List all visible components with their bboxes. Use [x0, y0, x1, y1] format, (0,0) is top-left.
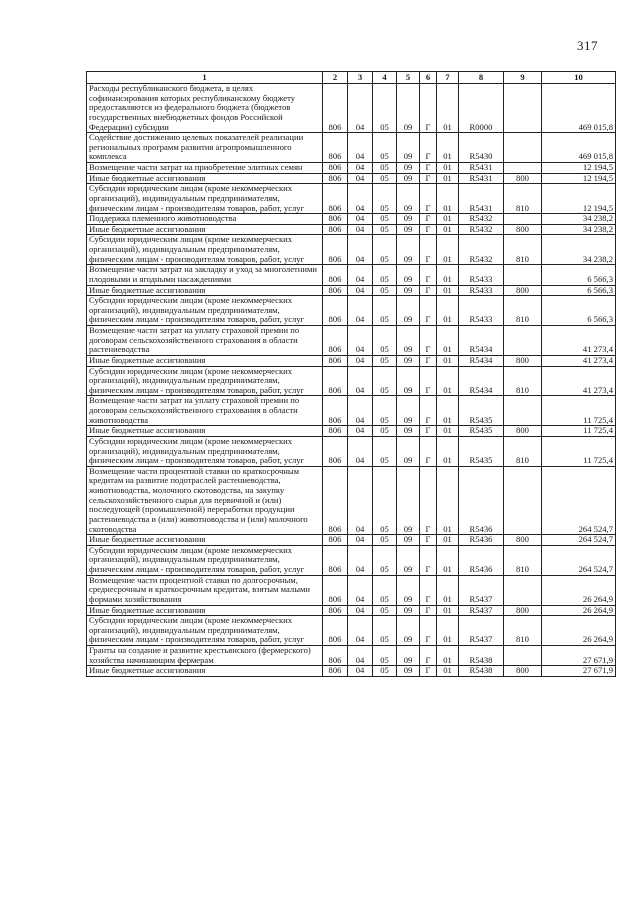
row-name-cell: Субсидии юридическим лицам (кроме некоммерческих организаций), индивидуальным предпринимателям, физическим лицам - производителям товаров, работ, услуг — [87, 296, 323, 326]
row-name-cell: Гранты на создание и развитие крестьянского (фермерского) хозяйства начинающим фермерам — [87, 646, 323, 666]
section-cell: 04 — [348, 396, 373, 426]
activity-cell: 01 — [437, 605, 459, 616]
ministry-code-cell: 806 — [323, 616, 348, 646]
table-row — [87, 355, 616, 366]
expense-type-cell: 810 — [504, 545, 542, 575]
table-row — [87, 224, 616, 235]
amount-cell: 34 238,2 — [542, 235, 616, 265]
subsection-cell: 05 — [373, 426, 397, 437]
expense-type-cell — [504, 466, 542, 534]
amount-cell: 34 238,2 — [542, 214, 616, 225]
section-cell: 04 — [348, 616, 373, 646]
table-row — [87, 545, 616, 575]
activity-cell: 01 — [437, 224, 459, 235]
activity-cell: 01 — [437, 355, 459, 366]
ministry-code-cell: 806 — [323, 396, 348, 426]
row-name-cell: Возмещение части процентной ставки по долгосрочным, среднесрочным и краткосрочным кредитам, взятым малыми формами хозяйствования — [87, 575, 323, 605]
section-cell: 04 — [348, 285, 373, 296]
expense-type-cell: 800 — [504, 535, 542, 546]
activity-cell: 01 — [437, 84, 459, 133]
section-cell: 04 — [348, 466, 373, 534]
target-code-cell: R5436 — [459, 545, 504, 575]
table-row — [87, 326, 616, 356]
header-cell: 1 — [87, 72, 323, 84]
subprogram-cell: Г — [420, 616, 437, 646]
expense-type-cell: 800 — [504, 173, 542, 184]
subprogram-cell: Г — [420, 296, 437, 326]
subprogram-cell: Г — [420, 235, 437, 265]
table-row — [87, 163, 616, 174]
row-name-cell: Расходы республиканского бюджета, в целях софинансирования которых республиканскому бюджету предоставляются из федерального бюджета (бюджетов государственных внебюджетных фондов Российской Федерации) субсидии — [87, 84, 323, 133]
program-cell: 09 — [397, 326, 420, 356]
subsection-cell: 05 — [373, 466, 397, 534]
subprogram-cell: Г — [420, 466, 437, 534]
row-name-cell: Субсидии юридическим лицам (кроме некоммерческих организаций), индивидуальным предпринимателям, физическим лицам - производителям товаров, работ, услуг — [87, 235, 323, 265]
ministry-code-cell: 806 — [323, 355, 348, 366]
program-cell: 09 — [397, 545, 420, 575]
section-cell: 04 — [348, 545, 373, 575]
program-cell: 09 — [397, 616, 420, 646]
budget-table — [86, 71, 616, 677]
header-cell: 4 — [373, 72, 397, 84]
subsection-cell: 05 — [373, 646, 397, 666]
program-cell: 09 — [397, 214, 420, 225]
program-cell: 09 — [397, 666, 420, 677]
subsection-cell: 05 — [373, 535, 397, 546]
amount-cell: 11 725,4 — [542, 396, 616, 426]
activity-cell: 01 — [437, 326, 459, 356]
target-code-cell: R5438 — [459, 666, 504, 677]
expense-type-cell: 800 — [504, 426, 542, 437]
program-cell: 09 — [397, 235, 420, 265]
row-name-cell: Поддержка племенного животноводства — [87, 214, 323, 225]
subsection-cell: 05 — [373, 296, 397, 326]
subprogram-cell: Г — [420, 396, 437, 426]
table-row — [87, 184, 616, 214]
ministry-code-cell: 806 — [323, 436, 348, 466]
subprogram-cell: Г — [420, 214, 437, 225]
expense-type-cell — [504, 214, 542, 225]
table-row — [87, 616, 616, 646]
amount-cell: 6 566,3 — [542, 265, 616, 285]
amount-cell: 469 015,8 — [542, 133, 616, 163]
subsection-cell: 05 — [373, 163, 397, 174]
activity-cell: 01 — [437, 265, 459, 285]
amount-cell: 26 264,9 — [542, 575, 616, 605]
target-code-cell: R5434 — [459, 326, 504, 356]
section-cell: 04 — [348, 535, 373, 546]
activity-cell: 01 — [437, 285, 459, 296]
activity-cell: 01 — [437, 436, 459, 466]
header-cell: 7 — [437, 72, 459, 84]
subprogram-cell: Г — [420, 173, 437, 184]
page-number: 317 — [577, 38, 598, 53]
amount-cell: 12 194,5 — [542, 184, 616, 214]
header-cell: 3 — [348, 72, 373, 84]
ministry-code-cell: 806 — [323, 666, 348, 677]
subprogram-cell: Г — [420, 224, 437, 235]
table-row — [87, 84, 616, 133]
subprogram-cell: Г — [420, 326, 437, 356]
amount-cell: 34 238,2 — [542, 224, 616, 235]
expense-type-cell: 810 — [504, 616, 542, 646]
ministry-code-cell: 806 — [323, 326, 348, 356]
program-cell: 09 — [397, 224, 420, 235]
program-cell: 09 — [397, 265, 420, 285]
table-row — [87, 396, 616, 426]
subprogram-cell: Г — [420, 355, 437, 366]
row-name-cell: Возмещение части затрат на приобретение элитных семян — [87, 163, 323, 174]
subsection-cell: 05 — [373, 326, 397, 356]
activity-cell: 01 — [437, 545, 459, 575]
activity-cell: 01 — [437, 235, 459, 265]
section-cell: 04 — [348, 235, 373, 265]
target-code-cell: R5438 — [459, 646, 504, 666]
amount-cell: 11 725,4 — [542, 436, 616, 466]
section-cell: 04 — [348, 84, 373, 133]
activity-cell: 01 — [437, 646, 459, 666]
expense-type-cell — [504, 265, 542, 285]
activity-cell: 01 — [437, 616, 459, 646]
target-code-cell: R5435 — [459, 436, 504, 466]
program-cell: 09 — [397, 84, 420, 133]
section-cell: 04 — [348, 163, 373, 174]
program-cell: 09 — [397, 466, 420, 534]
activity-cell: 01 — [437, 214, 459, 225]
section-cell: 04 — [348, 224, 373, 235]
program-cell: 09 — [397, 396, 420, 426]
table-row — [87, 214, 616, 225]
subsection-cell: 05 — [373, 605, 397, 616]
subsection-cell: 05 — [373, 214, 397, 225]
target-code-cell: R5432 — [459, 214, 504, 225]
ministry-code-cell: 806 — [323, 265, 348, 285]
subsection-cell: 05 — [373, 396, 397, 426]
subprogram-cell: Г — [420, 535, 437, 546]
expense-type-cell — [504, 646, 542, 666]
table-row — [87, 285, 616, 296]
activity-cell: 01 — [437, 396, 459, 426]
section-cell: 04 — [348, 265, 373, 285]
ministry-code-cell: 806 — [323, 184, 348, 214]
section-cell: 04 — [348, 326, 373, 356]
section-cell: 04 — [348, 575, 373, 605]
table-row — [87, 173, 616, 184]
expense-type-cell — [504, 396, 542, 426]
expense-type-cell: 800 — [504, 285, 542, 296]
subprogram-cell: Г — [420, 84, 437, 133]
table-row — [87, 646, 616, 666]
expense-type-cell — [504, 575, 542, 605]
row-name-cell: Субсидии юридическим лицам (кроме некоммерческих организаций), индивидуальным предпринимателям, физическим лицам - производителям товаров, работ, услуг — [87, 436, 323, 466]
subprogram-cell: Г — [420, 545, 437, 575]
ministry-code-cell: 806 — [323, 605, 348, 616]
program-cell: 09 — [397, 535, 420, 546]
row-name-cell: Возмещение части процентной ставки по краткосрочным кредитам на развитие подотраслей растениеводства, животноводства, молочного скотоводства, на закупку сельскохозяйственного сырья для первичной и (или) последующей (промышленной) переработки продукции растениеводства и (или) животноводства и (или) молочного скотоводства — [87, 466, 323, 534]
activity-cell: 01 — [437, 426, 459, 437]
target-code-cell: R5433 — [459, 285, 504, 296]
target-code-cell: R5430 — [459, 133, 504, 163]
row-name-cell: Субсидии юридическим лицам (кроме некоммерческих организаций), индивидуальным предпринимателям, физическим лицам - производителям товаров, работ, услуг — [87, 545, 323, 575]
subsection-cell: 05 — [373, 224, 397, 235]
section-cell: 04 — [348, 296, 373, 326]
header-cell: 8 — [459, 72, 504, 84]
amount-cell: 27 671,9 — [542, 646, 616, 666]
table-row — [87, 666, 616, 677]
expense-type-cell — [504, 84, 542, 133]
target-code-cell: R5437 — [459, 616, 504, 646]
expense-type-cell: 810 — [504, 235, 542, 265]
activity-cell: 01 — [437, 133, 459, 163]
program-cell: 09 — [397, 163, 420, 174]
subsection-cell: 05 — [373, 133, 397, 163]
ministry-code-cell: 806 — [323, 224, 348, 235]
subsection-cell: 05 — [373, 355, 397, 366]
subprogram-cell: Г — [420, 575, 437, 605]
expense-type-cell — [504, 163, 542, 174]
row-name-cell: Возмещение части затрат на уплату страховой премии по договорам сельскохозяйственного страхования в области животноводства — [87, 396, 323, 426]
subprogram-cell: Г — [420, 366, 437, 396]
table-header-row — [87, 72, 616, 84]
table-row — [87, 535, 616, 546]
section-cell: 04 — [348, 426, 373, 437]
amount-cell: 264 524,7 — [542, 535, 616, 546]
section-cell: 04 — [348, 355, 373, 366]
section-cell: 04 — [348, 366, 373, 396]
subprogram-cell: Г — [420, 133, 437, 163]
program-cell: 09 — [397, 646, 420, 666]
expense-type-cell: 800 — [504, 666, 542, 677]
expense-type-cell — [504, 133, 542, 163]
expense-type-cell: 810 — [504, 296, 542, 326]
program-cell: 09 — [397, 355, 420, 366]
subsection-cell: 05 — [373, 265, 397, 285]
section-cell: 04 — [348, 173, 373, 184]
expense-type-cell: 810 — [504, 184, 542, 214]
ministry-code-cell: 806 — [323, 285, 348, 296]
target-code-cell: R0000 — [459, 84, 504, 133]
table-row — [87, 436, 616, 466]
subsection-cell: 05 — [373, 616, 397, 646]
activity-cell: 01 — [437, 296, 459, 326]
target-code-cell: R5431 — [459, 173, 504, 184]
subsection-cell: 05 — [373, 666, 397, 677]
activity-cell: 01 — [437, 163, 459, 174]
target-code-cell: R5436 — [459, 535, 504, 546]
activity-cell: 01 — [437, 535, 459, 546]
amount-cell: 27 671,9 — [542, 666, 616, 677]
activity-cell: 01 — [437, 184, 459, 214]
header-cell: 2 — [323, 72, 348, 84]
program-cell: 09 — [397, 173, 420, 184]
expense-type-cell: 800 — [504, 224, 542, 235]
amount-cell: 26 264,9 — [542, 605, 616, 616]
section-cell: 04 — [348, 133, 373, 163]
row-name-cell: Субсидии юридическим лицам (кроме некоммерческих организаций), индивидуальным предпринимателям, физическим лицам - производителям товаров, работ, услуг — [87, 184, 323, 214]
expense-type-cell: 800 — [504, 605, 542, 616]
row-name-cell: Субсидии юридическим лицам (кроме некоммерческих организаций), индивидуальным предпринимателям, физическим лицам - производителям товаров, работ, услуг — [87, 366, 323, 396]
table-row — [87, 265, 616, 285]
section-cell: 04 — [348, 646, 373, 666]
subprogram-cell: Г — [420, 265, 437, 285]
table-row — [87, 466, 616, 534]
subprogram-cell: Г — [420, 285, 437, 296]
ministry-code-cell: 806 — [323, 84, 348, 133]
row-name-cell: Содействие достижению целевых показателей реализации региональных программ развития агропромышленного комплекса — [87, 133, 323, 163]
ministry-code-cell: 806 — [323, 214, 348, 225]
subsection-cell: 05 — [373, 285, 397, 296]
ministry-code-cell: 806 — [323, 535, 348, 546]
expense-type-cell: 810 — [504, 436, 542, 466]
expense-type-cell: 810 — [504, 366, 542, 396]
row-name-cell: Возмещение части затрат на закладку и уход за многолетними плодовыми и ягодными насаждениями — [87, 265, 323, 285]
amount-cell: 12 194,5 — [542, 163, 616, 174]
table-row — [87, 605, 616, 616]
target-code-cell: R5431 — [459, 184, 504, 214]
amount-cell: 6 566,3 — [542, 285, 616, 296]
subsection-cell: 05 — [373, 436, 397, 466]
target-code-cell: R5431 — [459, 163, 504, 174]
program-cell: 09 — [397, 184, 420, 214]
activity-cell: 01 — [437, 466, 459, 534]
target-code-cell: R5432 — [459, 224, 504, 235]
row-name-cell: Иные бюджетные ассигнования — [87, 426, 323, 437]
target-code-cell: R5434 — [459, 366, 504, 396]
program-cell: 09 — [397, 366, 420, 396]
ministry-code-cell: 806 — [323, 163, 348, 174]
amount-cell: 41 273,4 — [542, 326, 616, 356]
activity-cell: 01 — [437, 666, 459, 677]
subprogram-cell: Г — [420, 426, 437, 437]
header-cell: 10 — [542, 72, 616, 84]
ministry-code-cell: 806 — [323, 426, 348, 437]
subsection-cell: 05 — [373, 173, 397, 184]
amount-cell: 469 015,8 — [542, 84, 616, 133]
table-row — [87, 133, 616, 163]
subsection-cell: 05 — [373, 84, 397, 133]
program-cell: 09 — [397, 605, 420, 616]
activity-cell: 01 — [437, 575, 459, 605]
row-name-cell: Иные бюджетные ассигнования — [87, 285, 323, 296]
section-cell: 04 — [348, 436, 373, 466]
section-cell: 04 — [348, 605, 373, 616]
program-cell: 09 — [397, 133, 420, 163]
section-cell: 04 — [348, 666, 373, 677]
subprogram-cell: Г — [420, 646, 437, 666]
target-code-cell: R5437 — [459, 605, 504, 616]
ministry-code-cell: 806 — [323, 646, 348, 666]
target-code-cell: R5435 — [459, 426, 504, 437]
activity-cell: 01 — [437, 173, 459, 184]
program-cell: 09 — [397, 436, 420, 466]
program-cell: 09 — [397, 426, 420, 437]
target-code-cell: R5433 — [459, 265, 504, 285]
amount-cell: 12 194,5 — [542, 173, 616, 184]
amount-cell: 264 524,7 — [542, 466, 616, 534]
row-name-cell: Иные бюджетные ассигнования — [87, 535, 323, 546]
row-name-cell: Субсидии юридическим лицам (кроме некоммерческих организаций), индивидуальным предпринимателям, физическим лицам - производителям товаров, работ, услуг — [87, 616, 323, 646]
target-code-cell: R5435 — [459, 396, 504, 426]
section-cell: 04 — [348, 184, 373, 214]
header-cell: 9 — [504, 72, 542, 84]
program-cell: 09 — [397, 575, 420, 605]
ministry-code-cell: 806 — [323, 575, 348, 605]
ministry-code-cell: 806 — [323, 173, 348, 184]
amount-cell: 264 524,7 — [542, 545, 616, 575]
header-cell: 6 — [420, 72, 437, 84]
target-code-cell: R5433 — [459, 296, 504, 326]
program-cell: 09 — [397, 296, 420, 326]
amount-cell: 6 566,3 — [542, 296, 616, 326]
section-cell: 04 — [348, 214, 373, 225]
row-name-cell: Иные бюджетные ассигнования — [87, 224, 323, 235]
amount-cell: 11 725,4 — [542, 426, 616, 437]
program-cell: 09 — [397, 285, 420, 296]
row-name-cell: Возмещение части затрат на уплату страховой премии по договорам сельскохозяйственного страхования в области растениеводства — [87, 326, 323, 356]
activity-cell: 01 — [437, 366, 459, 396]
subsection-cell: 05 — [373, 575, 397, 605]
row-name-cell: Иные бюджетные ассигнования — [87, 605, 323, 616]
table-row — [87, 235, 616, 265]
row-name-cell: Иные бюджетные ассигнования — [87, 173, 323, 184]
subprogram-cell: Г — [420, 666, 437, 677]
expense-type-cell: 800 — [504, 355, 542, 366]
ministry-code-cell: 806 — [323, 235, 348, 265]
expense-type-cell — [504, 326, 542, 356]
ministry-code-cell: 806 — [323, 545, 348, 575]
subsection-cell: 05 — [373, 235, 397, 265]
header-cell: 5 — [397, 72, 420, 84]
ministry-code-cell: 806 — [323, 296, 348, 326]
table-row — [87, 575, 616, 605]
row-name-cell: Иные бюджетные ассигнования — [87, 666, 323, 677]
table-row — [87, 296, 616, 326]
subsection-cell: 05 — [373, 366, 397, 396]
table-row — [87, 366, 616, 396]
target-code-cell: R5434 — [459, 355, 504, 366]
ministry-code-cell: 806 — [323, 466, 348, 534]
target-code-cell: R5437 — [459, 575, 504, 605]
subprogram-cell: Г — [420, 184, 437, 214]
subsection-cell: 05 — [373, 184, 397, 214]
amount-cell: 41 273,4 — [542, 366, 616, 396]
table-row — [87, 426, 616, 437]
ministry-code-cell: 806 — [323, 133, 348, 163]
row-name-cell: Иные бюджетные ассигнования — [87, 355, 323, 366]
subprogram-cell: Г — [420, 436, 437, 466]
amount-cell: 41 273,4 — [542, 355, 616, 366]
target-code-cell: R5432 — [459, 235, 504, 265]
subprogram-cell: Г — [420, 605, 437, 616]
subsection-cell: 05 — [373, 545, 397, 575]
subprogram-cell: Г — [420, 163, 437, 174]
amount-cell: 26 264,9 — [542, 616, 616, 646]
target-code-cell: R5436 — [459, 466, 504, 534]
ministry-code-cell: 806 — [323, 366, 348, 396]
